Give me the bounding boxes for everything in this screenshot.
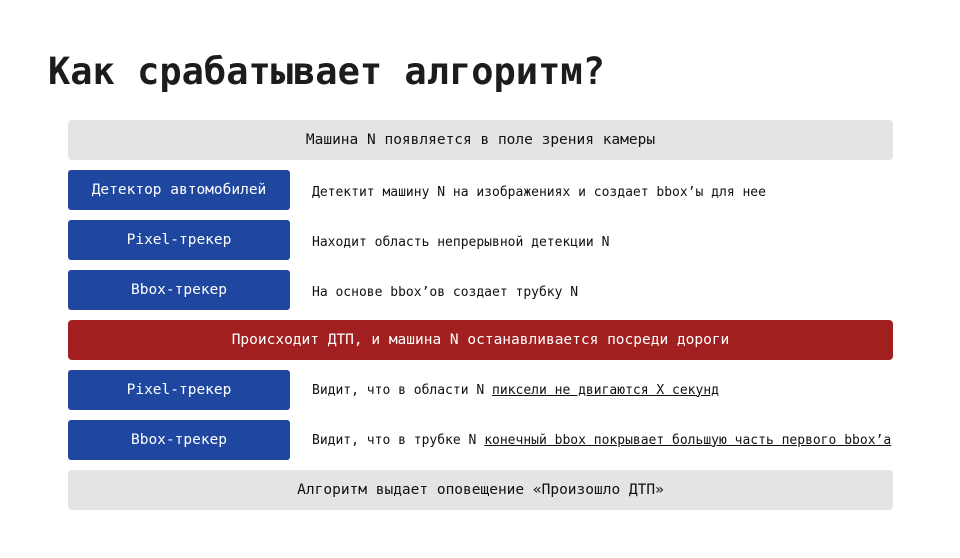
accident-text: Происходит ДТП, и машина N останавливается посреди дороги xyxy=(231,332,730,348)
bbox-tracker-desc-prefix-2: Видит, что в трубке N xyxy=(312,432,485,448)
bbox-tracker-description-1 xyxy=(312,272,578,312)
detector-label: Детектор автомобилей xyxy=(91,182,267,198)
accident-bar xyxy=(68,320,893,360)
detector-box xyxy=(68,170,290,210)
pixel-tracker-desc-text-1: Находит область непрерывной детекции N xyxy=(312,234,610,250)
alert-text: Алгоритм выдает оповещение «Произошло ДТП» xyxy=(297,482,664,498)
bbox-tracker-desc-underlined-2: конечный bbox покрывает большую часть первого bbox’a xyxy=(484,432,892,448)
pixel-tracker-box-1 xyxy=(68,220,290,260)
bbox-tracker-label-2: Bbox-трекер xyxy=(130,432,228,448)
pixel-tracker-label-1: Pixel-трекер xyxy=(126,232,232,248)
pixel-tracker-desc-prefix-2: Видит, что в области N xyxy=(312,382,493,398)
detector-description xyxy=(312,172,766,212)
slide-title: Как срабатывает алгоритм? xyxy=(48,50,605,93)
detector-desc-text: Детектит машину N на изображениях и создает bbox’ы для нее xyxy=(312,184,766,200)
pixel-tracker-desc-underlined-2: пиксели не двигаются X секунд xyxy=(492,382,719,398)
bbox-tracker-label-1: Bbox-трекер xyxy=(130,282,228,298)
bbox-tracker-desc-text-1: На основе bbox’ов создает трубку N xyxy=(312,284,579,300)
bbox-tracker-description-2 xyxy=(312,420,891,460)
pixel-tracker-box-2 xyxy=(68,370,290,410)
car-appears-bar xyxy=(68,120,893,160)
pixel-tracker-description-2 xyxy=(312,370,719,410)
alert-bar xyxy=(68,470,893,510)
pixel-tracker-description-1 xyxy=(312,222,609,262)
bbox-tracker-box-2 xyxy=(68,420,290,460)
bbox-tracker-box-1 xyxy=(68,270,290,310)
car-appears-text: Машина N появляется в поле зрения камеры xyxy=(305,132,656,148)
pixel-tracker-label-2: Pixel-трекер xyxy=(126,382,232,398)
